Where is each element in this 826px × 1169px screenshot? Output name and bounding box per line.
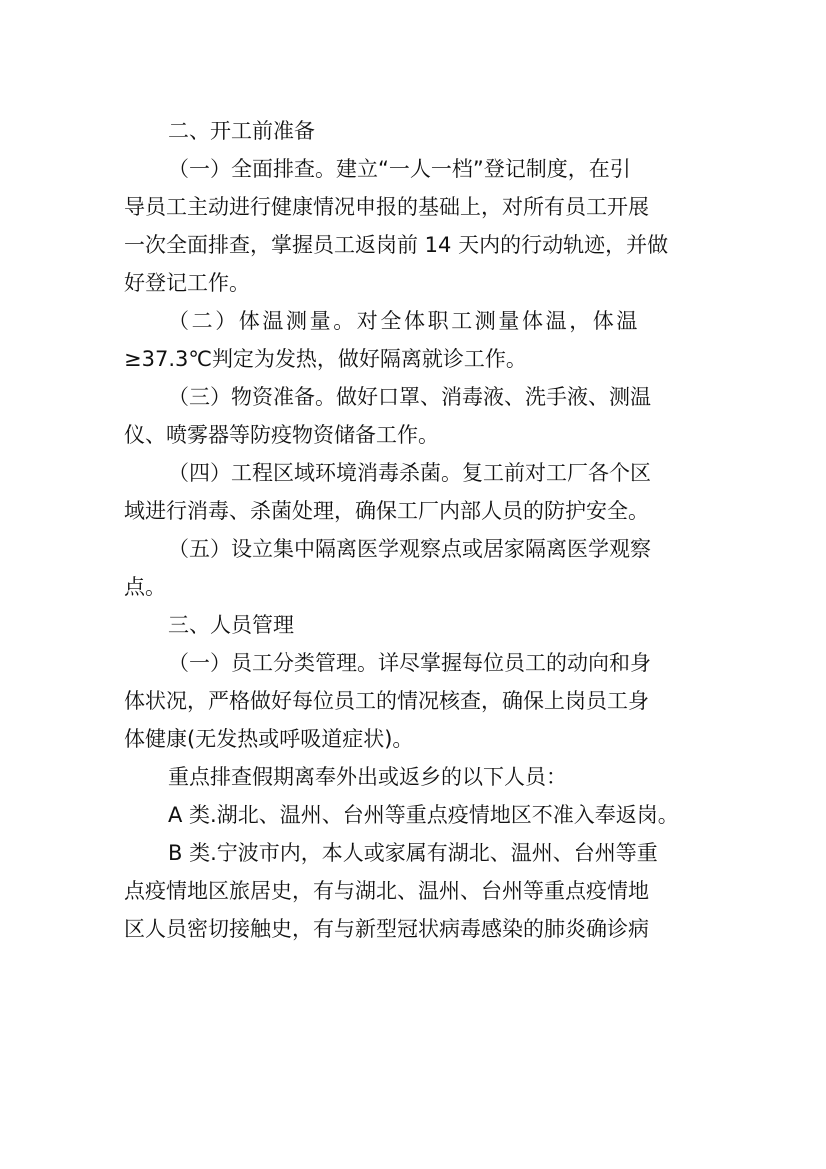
text-line: A 类.湖北、温州、台州等重点疫情地区不准入奉返岗。 — [168, 803, 679, 827]
text-line: 体健康(无发热或呼吸道症状)。 — [124, 727, 414, 751]
paragraph-category-a — [124, 796, 702, 834]
text-line: 体状况，严格做好每位员工的情况核查，确保上岗员工身 — [124, 689, 649, 713]
paragraph-temperature-check — [124, 302, 702, 378]
text-line: （三）物资准备。做好口罩、消毒液、洗手液、测温 — [168, 385, 651, 409]
text-line: 仪、喷雾器等防疫物资储备工作。 — [124, 423, 439, 447]
text-line: 好登记工作。 — [124, 271, 250, 295]
section-heading-personnel: 三、人员管理 — [168, 613, 294, 637]
text-line: B 类.宁波市内，本人或家属有湖北、温州、台州等重 — [168, 841, 658, 865]
document-body — [124, 112, 702, 948]
paragraph-focus-intro: 重点排查假期离奉外出或返乡的以下人员： — [168, 765, 567, 789]
paragraph-disinfection — [124, 454, 702, 530]
text-line: 点疫情地区旅居史，有与湖北、温州、台州等重点疫情地 — [124, 879, 649, 903]
paragraph-observation-point — [124, 530, 702, 606]
text-line: （四）工程区域环境消毒杀菌。复工前对工厂各个区 — [168, 461, 651, 485]
paragraph-supplies — [124, 378, 702, 454]
paragraph-staff-classification — [124, 644, 702, 758]
text-line: 点。 — [124, 575, 166, 599]
text-line: （一）员工分类管理。详尽掌握每位员工的动向和身 — [168, 651, 651, 675]
paragraph-comprehensive-screening — [124, 150, 702, 302]
text-line: （一）全面排查。建立“一人一档”登记制度，在引 — [168, 157, 631, 181]
section-heading-preparation: 二、开工前准备 — [168, 119, 315, 143]
paragraph-category-b — [124, 834, 702, 948]
text-line: 域进行消毒、杀菌处理，确保工厂内部人员的防护安全。 — [124, 499, 649, 523]
text-line: （二）体温测量。对全体职工测量体温，体温 — [168, 309, 640, 333]
text-line: （五）设立集中隔离医学观察点或居家隔离医学观察 — [168, 537, 651, 561]
text-line: 一次全面排查，掌握员工返岗前 14 天内的行动轨迹，并做 — [124, 233, 669, 257]
text-line: 导员工主动进行健康情况申报的基础上，对所有员工开展 — [124, 195, 649, 219]
text-line: ≥37.3℃判定为发热，做好隔离就诊工作。 — [124, 347, 527, 371]
text-line: 区人员密切接触史，有与新型冠状病毒感染的肺炎确诊病 — [124, 917, 649, 941]
